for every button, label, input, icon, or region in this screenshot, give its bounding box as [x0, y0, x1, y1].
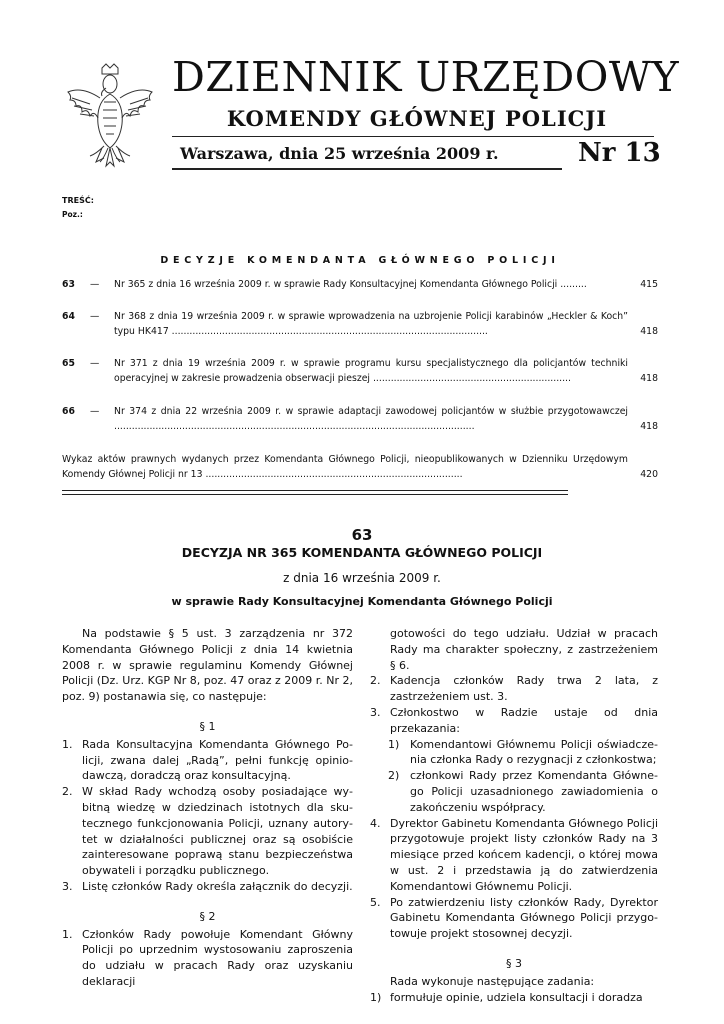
toc-item-number: 64: [62, 311, 75, 322]
section-heading: § 2: [199, 909, 216, 923]
list-item-number: 1): [370, 990, 382, 1004]
toc-item-dash: —: [90, 311, 100, 322]
toc-poz-label: Poz.:: [62, 210, 83, 219]
toc-heading: DECYZJE KOMENDANTA GŁÓWNEGO POLICJI: [160, 255, 560, 266]
section-heading: § 1: [199, 719, 216, 733]
sub-list-item-text: Komendantowi Głównemu Policji oświadczenia członka Rady o rezygnacji z członkostwa;: [410, 737, 658, 767]
toc-item-number: 65: [62, 358, 75, 369]
toc-item-text: Nr 371 z dnia 19 września 2009 r. w sprawie programu kursu specjalistycznego dla policjantów techniki operacyjnej w zakresie prowadzenia obserwacji pieszej ...................................................................: [114, 358, 628, 384]
list-item-text: formułuje opinie, udziela konsultacji i doradza: [390, 990, 643, 1004]
toc-end-rule: [62, 494, 568, 495]
masthead-divider-bottom: [172, 168, 562, 170]
sub-list-item-number: 2): [388, 769, 400, 783]
list-item-number: 3.: [370, 705, 381, 719]
list-item: [62, 737, 353, 784]
list-item-number: 2.: [370, 674, 381, 688]
list-item: [62, 927, 353, 990]
toc-item-text: Nr 374 z dnia 22 września 2009 r. w sprawie adaptacji zawodowej policjantów w służbie przygotowawczej ..........................................................................................................................: [114, 406, 628, 432]
journal-title: DZIENNIK URZĘDOWY: [172, 53, 680, 101]
list-item-number: 5.: [370, 895, 381, 909]
list-item-continuation: gotowości do tego udziału. Udział w pracach Rady ma charakter społeczny, z zastrzeżeniem § 6.: [390, 627, 658, 672]
issue-number: Nr 13: [578, 138, 661, 168]
toc-item-page: 418: [640, 421, 658, 432]
decision-position-number: 63: [351, 526, 373, 544]
list-item-number: 1.: [62, 927, 73, 941]
section-intro: Rada wykonuje następujące zadania:: [390, 974, 595, 988]
list-item-number: 1.: [62, 737, 73, 751]
list-item-text: Kadencja członków Rady trwa 2 lata, z zastrzeżeniem ust. 3.: [390, 674, 658, 704]
journal-subtitle: KOMENDY GŁÓWNEJ POLICJI: [226, 106, 608, 131]
list-item-text: Dyrektor Gabinetu Komendanta Głównego Policji przygotowuje projekt listy członków Rady na 3 miesiące przed końcem kadencji, o której mowa w ust. 2 i przedstawia ją do zatwierdzenia Komendantowi Głównemu Policji.: [390, 816, 658, 893]
list-item-number: 3.: [62, 879, 73, 893]
list-item-text: Rada Konsultacyjna Komendanta Głównego Policji, zwana dalej „Radą”, pełni funkcję opiniodawczą, doradczą oraz konsultacyjną.: [82, 737, 353, 783]
toc-item-number: 66: [62, 406, 75, 417]
decision-title: DECYZJA NR 365 KOMENDANTA GŁÓWNEGO POLICJI: [181, 545, 543, 560]
decision-date: z dnia 16 września 2009 r.: [283, 571, 441, 585]
list-item: [370, 673, 658, 705]
toc-item-dash: —: [90, 406, 100, 417]
list-item-text: Po zatwierdzeniu listy członków Rady, Dyrektor Gabinetu Komendanta Głównego Policji przygotowuje projekt stosownej decyzji.: [390, 895, 658, 941]
toc-label: TREŚĆ:: [62, 196, 94, 205]
body-column-right: [370, 626, 658, 1005]
sub-list-item-number: 1): [388, 737, 400, 751]
list-item-number: 2.: [62, 785, 73, 799]
toc-item-page: 418: [640, 326, 658, 337]
sub-list-item: [370, 768, 658, 815]
list-item: [62, 879, 353, 895]
list-item-text: Listę członków Rady określa załącznik do decyzji.: [82, 879, 353, 893]
list-item: [370, 705, 658, 737]
toc-wykaz-page: 420: [640, 469, 658, 480]
sub-list-item: [370, 737, 658, 769]
list-item: [62, 784, 353, 879]
toc-item-text: Nr 365 z dnia 16 września 2009 r. w sprawie Rady Konsultacyjnej Komendanta Głównego Policji .........: [114, 279, 587, 290]
section-heading: § 3: [506, 956, 522, 970]
list-item-text: W skład Rady wchodzą osoby posiadające wybitną wiedzę w dziedzinach istotnych dla skutecznego funkcjonowania Policji, uznany autorytet w działalności publicznej oraz są osobiście zainteresowane poprawą stanu bezpieczeństwa obywateli i porządku publicznego.: [82, 785, 353, 878]
list-item: [370, 816, 658, 895]
toc-end-rule: [62, 490, 568, 491]
toc-item-number: 63: [62, 279, 75, 290]
toc-item-dash: —: [90, 279, 100, 290]
toc-wykaz-text: Wykaz aktów prawnych wydanych przez Komendanta Głównego Policji, nieopublikowanych w Dzienniku Urzędowym Komendy Głównej Policji nr 13 .......................................................................................: [62, 454, 628, 480]
list-item-text: Członków Rady powołuje Komendant Główny Policji po uprzednim wystosowaniu zaproszenia do udziału w pracach Rady oraz uzyskaniu deklaracji: [82, 927, 353, 988]
decision-preamble: Na podstawie § 5 ust. 3 zarządzenia nr 372 Komendanta Głównego Policji z dnia 14 kwietnia 2008 r. w sprawie regulaminu Komendy Głównej Policji (Dz. Urz. KGP Nr 8, poz. 47 oraz z 2009 r. Nr 2, poz. 9) postanawia się, co następuje:: [62, 627, 353, 704]
decision-subject: w sprawie Rady Konsultacyjnej Komendanta Głównego Policji: [171, 595, 553, 608]
toc-item-page: 415: [640, 279, 658, 290]
toc-item-text: Nr 368 z dnia 19 września 2009 r. w sprawie wprowadzenia na uzbrojenie Policji karabinów „Heckler & Koch” typu HK417 ...........................................................................................................: [114, 311, 628, 337]
list-item-text: Członkostwo w Radzie ustaje od dnia przekazania:: [390, 705, 658, 735]
list-item-number: 4.: [370, 816, 381, 830]
sub-list-item-text: członkowi Rady przez Komendanta Głównego Policji uzasadnionego zawiadomienia o zakończeniu współpracy.: [410, 769, 658, 814]
body-column-left: [62, 626, 353, 990]
issue-date: Warszawa, dnia 25 września 2009 r.: [180, 144, 499, 163]
toc-item-dash: —: [90, 358, 100, 369]
list-item: [370, 990, 658, 1006]
polish-eagle-emblem-icon: [60, 62, 160, 172]
toc-item-page: 418: [640, 373, 658, 384]
list-item: [370, 895, 658, 942]
